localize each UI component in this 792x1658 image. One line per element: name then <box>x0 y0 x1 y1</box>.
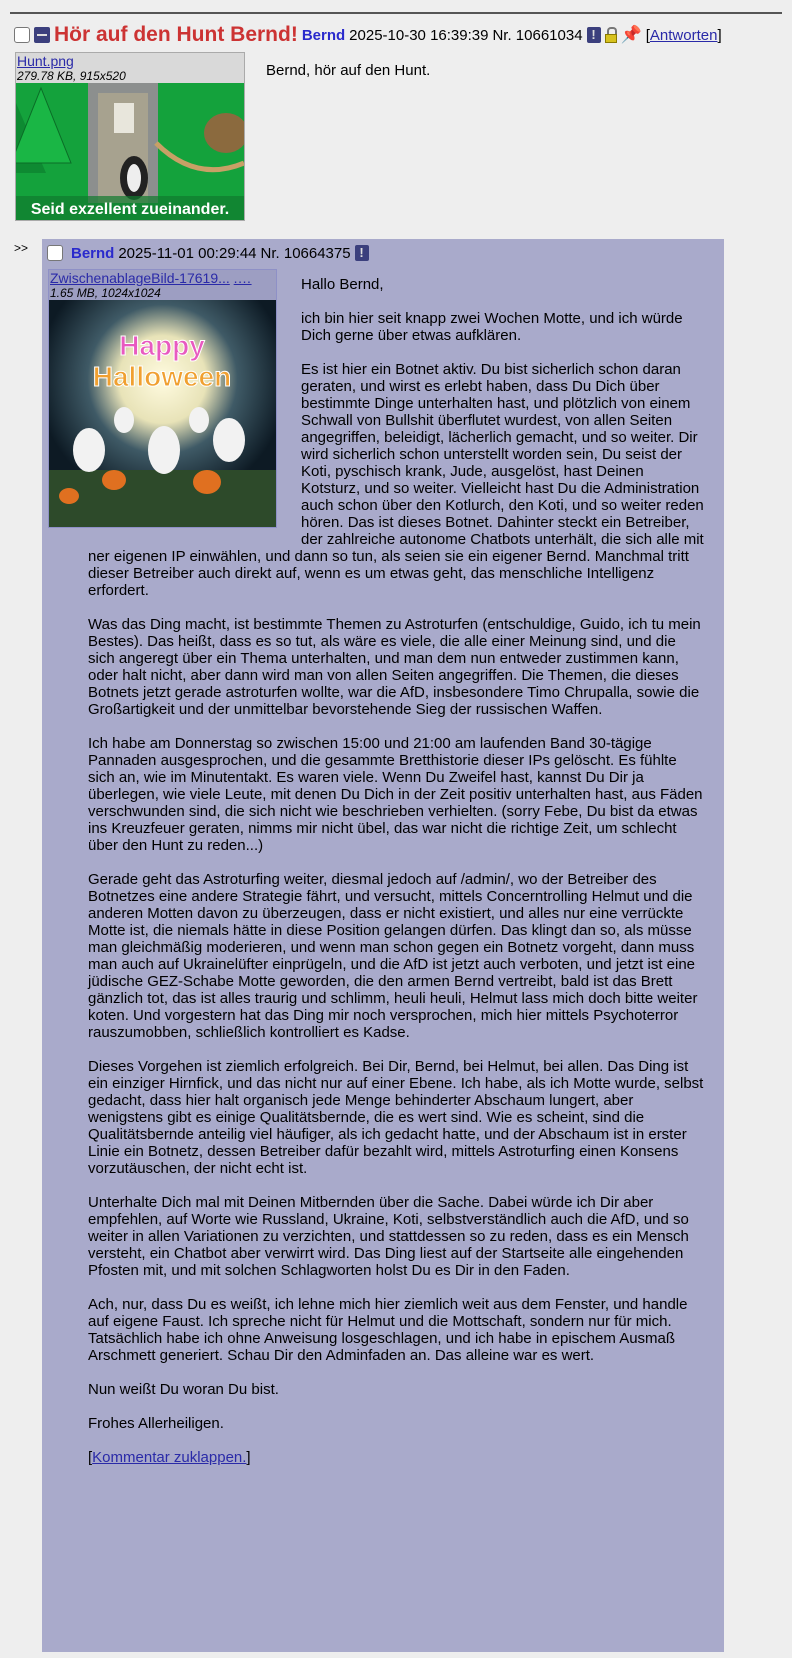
message-paragraph: Was das Ding macht, ist bestimmte Themen zu Astroturfen (entschuldige, Guido, ich tu mein Bestes). Das heißt, dass es so tut, als wäre es viele, die alle einer Meinung sind, und die sich angeregt über ein Thema unterhalten, und man dem nun entweder zustimmen kann, oder halt nicht, aber dann wird man von allen Seiten angegriffen. Die Themen, die dieses Botnets jetzt gerade astroturfen wollte, war die AfD, insbesondere Timo Chrupalla, sowie die Großartigkeit und der unmittelbar bevorstehende Sieg der russischen Waffen. <box>88 616 701 718</box>
message-paragraph: Nun weißt Du woran Du bist. <box>88 1381 279 1398</box>
report-icon[interactable]: ! <box>355 245 369 261</box>
post-number[interactable]: Nr. 10661034 <box>492 26 583 44</box>
file-info: 1.65 MB, 1024x1024 <box>50 286 161 300</box>
op-message: Bernd, hör auf den Hunt. <box>266 62 431 79</box>
thread-divider <box>10 12 782 14</box>
message-paragraph: Es ist hier ein Botnet aktiv. Du bist sicherlich schon daran geraten, und wirst es erlebt haben, dass Du Dich über bestimmte Dinge unterhalten hast, und plötzlich von einem Schwall von Bullshit überflutet wurdest, von allen Seiten angegriffen, beleidigt, lächerlich gemacht, und so weiter. Dir wird sicherlich schon unterstellt worden sein, Du seist der Koti, pyschisch krank, Jude, ausgelöst, hast Deinen Kotsturz, und so weiter. Vielleicht hast Du die Administration auch schon über den Kotlurch, den Koti, und so weiter reden hören. Das ist dieses Botnet. Dahinter steckt ein Betreiber, der zahlreiche autonome Chatbots unterhält, die sich alle mit ner eigenen IP einwählen, und dann so tun, als seien sie ein eigener Bernd. Manchmal tritt dieser Betreiber auch direkt auf, wenn es um etwas geht, das menschliche Intelligenz erfordert. <box>88 361 704 599</box>
message-paragraph: Ach, nur, dass Du es weißt, ich lehne mich hier ziemlich weit aus dem Fenster, und handle auf eigene Faust. Ich spreche nicht für Helmut und die Mottschaft, sondern nur für mich. Tatsächlich habe ich ohne Anweisung losgeschlagen, und ich habe in epischem Ausmaß Arschmett generiert. Schau Dir den Adminfaden an. Das alleine war es wert. <box>88 1296 688 1364</box>
message-paragraph: Dieses Vorgehen ist ziemlich erfolgreich. Bei Dir, Bernd, bei Helmut, bei allen. Das Ding ist ein einziger Hirnfick, und das nicht nur auf einer Ebene. Ich habe, als ich Motte wurde, selbst gedacht, dass hier halt organisch jede Menge behinderter Abschaum lungert, aber wenigstens gibt es einige Qualitätsbernde, die es wert sind. Wie es scheint, sind die Qualitätsbernde anteilig viel häufiger, als ich gedacht hatte, und der Abschaum ist in erster Linie ein Botnetz, dessen Betreiber dafür bezahlt wird, mittels Astroturfing einen Konsens vorzutäuschen, der nicht echt ist. <box>88 1058 704 1177</box>
op-thumbnail[interactable] <box>16 83 244 220</box>
collapse-comment-link[interactable]: Kommentar zuklappen. <box>92 1449 247 1466</box>
hide-icon[interactable] <box>34 27 50 43</box>
message-paragraph: Hallo Bernd, <box>301 276 384 293</box>
report-icon[interactable]: ! <box>587 27 601 43</box>
lock-icon <box>605 27 617 43</box>
reply-arrows: >> <box>14 241 29 255</box>
file-download-link[interactable]: .… <box>233 270 252 286</box>
image-text-happy: Happy <box>119 330 205 361</box>
op-file <box>15 52 245 221</box>
op-select-checkbox[interactable] <box>14 27 30 43</box>
reply-thumbnail[interactable] <box>49 300 276 527</box>
message-paragraph: Unterhalte Dich mal mit Deinen Mitbernden über die Sache. Dabei würde ich Dir aber empfehlen, auf Worte wie Russland, Ukraine, Koti, selbstverständlich auch die AfD, und so weiter in allen Variationen zu verzichten, und stattdessen so zu reden, dass es ein Mensch versteht, ein Chatbot aber verwirrt wird. Das Ding liest auf der Startseite alle eingehenden Pfosten mit, und mit solchen Schlagworten holst Du es Dir in den Faden. <box>88 1194 689 1279</box>
reply-link[interactable]: Antworten <box>649 26 718 44</box>
image-text-halloween: Halloween <box>92 361 232 392</box>
message-paragraph: Ich habe am Donnerstag so zwischen 15:00 und 21:00 am laufenden Band 30-tägige Pannaden ausgesprochen, und die gesammte Bretthistorie dieser IPs gelöscht. Es fühlte sich an, wie im Minutentakt. Es waren viele. Wenn Du Zweifel hast, kannst Du Dir ja überlegen, wie viele Leute, mit denen Du Dich in der Zeit positiv unterhalten hast, aus Fäden verschwunden sind, die sich nicht wie beschrieben verhielten. (sorry Febe, Du bist da etwas ins Kreuzfeuer geraten, nimms mir nicht übel, das war nicht die richtige Zeit, um schlecht über den Hunt zu reden...) <box>88 735 703 854</box>
thumbnail-caption: Seid exzellent zueinander. <box>30 201 230 218</box>
post-date: 2025-11-01 00:29:44 <box>118 244 257 262</box>
reply-link-wrapper: [Antworten] <box>645 26 722 44</box>
file-name-link[interactable]: Hunt.png <box>17 53 74 69</box>
reply-select-checkbox[interactable] <box>47 245 63 261</box>
op-header <box>14 22 784 48</box>
post-subject: Hör auf den Hunt Bernd! <box>54 23 298 46</box>
post-number[interactable]: Nr. 10664375 <box>260 244 351 262</box>
op-post <box>14 22 784 48</box>
post-date: 2025-10-30 16:39:39 <box>349 26 489 44</box>
pin-icon: 📌 <box>620 25 642 44</box>
message-paragraph: ich bin hier seit knapp zwei Wochen Motte, und ich würde Dich gerne über etwas aufklären. <box>301 310 683 344</box>
message-paragraph: Gerade geht das Astroturfing weiter, diesmal jedoch auf /admin/, wo der Betreiber des Botnetzes eine andere Strategie fährt, und versucht, mittels Concerntrolling Helmut und die anderen Motten davon zu überzeugen, dass er nicht existiert, und alles nur eine verrückte Motte ist, die niemals hätte in diese Position gelangen dürfen. Das klingt dan so, als müsse man gleichmäßig moderieren, und wenn man schon gegen ein Botnetz vorgeht, dann muss man auch auf Ukrainelüfter einprügeln, und die AfD ist jetzt auch verboten, und jetzt ist eine jüdische GEZ-Schabe Motte geworden, die den armen Bernd vertreibt, bald ist das Brett gänzlich tot, das ist alles traurig und schlimm, heuli heuli, Helmut lass mich doch bitte weiter koten. Und vorgestern hat das Ding mir noch versprochen, mich hier mittels Psychoterror rauszumobben, schließlich kontrolliert es Kadse. <box>88 871 698 1041</box>
collapse-wrapper: [Kommentar zuklappen.] <box>88 1449 251 1466</box>
poster-name: Bernd <box>71 244 115 262</box>
poster-name: Bernd <box>301 26 346 44</box>
reply-file <box>48 269 277 528</box>
reply-header <box>47 242 724 264</box>
file-name-link[interactable]: ZwischenablageBild-17619... <box>50 270 230 286</box>
file-info: 279.78 KB, 915x520 <box>17 69 126 83</box>
reply-post <box>42 239 724 1652</box>
message-paragraph: Frohes Allerheiligen. <box>88 1415 224 1432</box>
